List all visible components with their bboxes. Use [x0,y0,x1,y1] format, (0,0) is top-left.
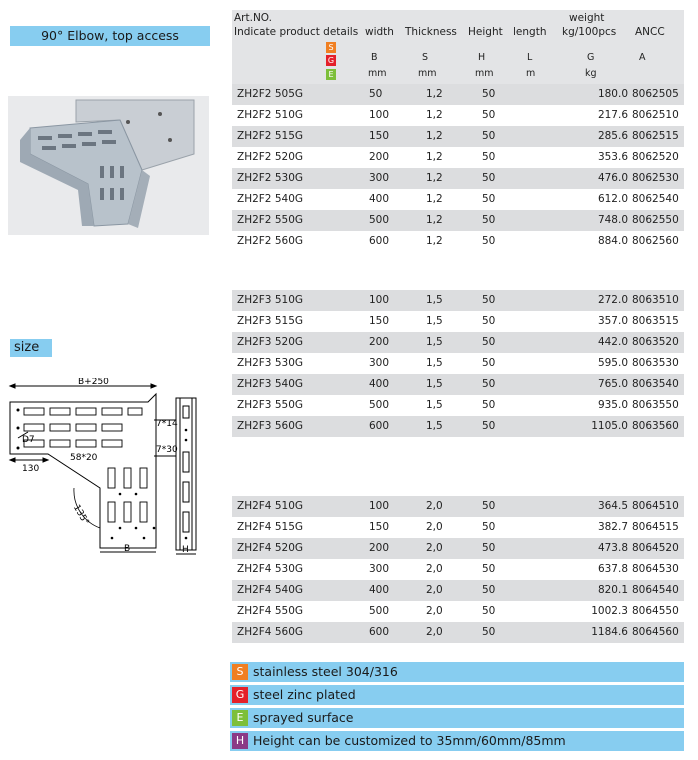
height-cell: 50 [482,151,496,163]
ancc-cell: 8063560 [632,420,679,432]
width-cell: 600 [369,235,390,247]
art-no-cell: ZH2F2 515G [237,130,304,142]
thickness-cell: 1,5 [426,357,443,369]
unit-weight: kg [585,68,597,79]
table-row [232,559,684,580]
unit-length: m [526,68,536,79]
weight-cell: 935.0 [597,399,628,411]
weight-cell: 473.8 [597,542,628,554]
height-cell: 50 [482,357,496,369]
header-length: length [513,26,547,38]
table-row [232,311,684,332]
art-no-cell: ZH2F4 560G [237,626,304,638]
width-cell: 100 [369,109,390,121]
thickness-cell: 1,5 [426,294,443,306]
weight-cell: 820.1 [597,584,628,596]
product-photo [8,96,209,235]
thickness-cell: 1,2 [426,130,443,142]
thickness-cell: 2,0 [426,500,443,512]
thickness-cell: 2,0 [426,521,443,533]
table-row [232,353,684,374]
height-cell: 50 [482,172,496,184]
material-s-marker: S [326,42,336,53]
width-cell: 400 [369,378,390,390]
dim-h: H [182,545,189,555]
thickness-cell: 1,5 [426,315,443,327]
height-cell: 50 [482,500,496,512]
width-cell: 200 [369,336,390,348]
dim-hole2: 7*30 [156,445,178,455]
legend-item-g [230,685,684,705]
weight-cell: 357.0 [597,315,628,327]
table-row [232,290,684,311]
table-header [232,10,684,86]
weight-cell: 884.0 [597,235,628,247]
legend-item-h [230,731,684,751]
width-cell: 100 [369,500,390,512]
height-cell: 50 [482,563,496,575]
ancc-cell: 8064520 [632,542,679,554]
ancc-cell: 8064540 [632,584,679,596]
weight-cell: 476.0 [597,172,628,184]
thickness-cell: 2,0 [426,563,443,575]
product-table-zh2f2 [232,84,684,252]
width-cell: 150 [369,521,390,533]
table-row [232,374,684,395]
weight-cell: 637.8 [597,563,628,575]
height-cell: 50 [482,542,496,554]
ancc-cell: 8062560 [632,235,679,247]
thickness-cell: 1,2 [426,88,443,100]
height-cell: 50 [482,378,496,390]
unit-height: mm [475,68,494,79]
material-e-marker: E [326,69,336,80]
width-cell: 200 [369,151,390,163]
height-cell: 50 [482,399,496,411]
table-row [232,189,684,210]
ancc-cell: 8064530 [632,563,679,575]
height-cell: 50 [482,109,496,121]
dimension-drawing [8,378,218,558]
ancc-cell: 8062515 [632,130,679,142]
header-weight-unit: kg/100pcs [562,26,617,38]
width-cell: 300 [369,172,390,184]
art-no-cell: ZH2F3 550G [237,399,304,411]
height-cell: 50 [482,336,496,348]
weight-cell: 748.0 [597,214,628,226]
width-cell: 400 [369,584,390,596]
ancc-cell: 8064510 [632,500,679,512]
ancc-cell: 8063530 [632,357,679,369]
table-row [232,84,684,105]
ancc-cell: 8062505 [632,88,679,100]
art-no-cell: ZH2F2 520G [237,151,304,163]
thickness-cell: 1,2 [426,172,443,184]
art-no-cell: ZH2F2 505G [237,88,304,100]
height-cell: 50 [482,626,496,638]
width-cell: 100 [369,294,390,306]
dim-d7: D7 [22,435,35,445]
ancc-cell: 8063510 [632,294,679,306]
legend-text: stainless steel 304/316 [253,664,398,679]
header-weight: weight [569,12,605,24]
width-cell: 150 [369,315,390,327]
weight-cell: 364.5 [597,500,628,512]
art-no-cell: ZH2F4 540G [237,584,304,596]
width-cell: 200 [369,542,390,554]
ancc-cell: 8064515 [632,521,679,533]
thickness-cell: 2,0 [426,542,443,554]
height-cell: 50 [482,193,496,205]
dim-b250: B+250 [78,378,109,387]
height-cell: 50 [482,521,496,533]
weight-cell: 1002.3 [591,605,628,617]
weight-cell: 217.6 [597,109,628,121]
thickness-cell: 2,0 [426,626,443,638]
height-cell: 50 [482,88,496,100]
ancc-cell: 8064550 [632,605,679,617]
table-row [232,332,684,353]
header-thickness: Thickness [405,26,457,38]
table-row [232,147,684,168]
product-table-zh2f4 [232,496,684,643]
width-cell: 400 [369,193,390,205]
table-row [232,580,684,601]
weight-cell: 285.6 [597,130,628,142]
art-no-cell: ZH2F4 550G [237,605,304,617]
ancc-cell: 8063550 [632,399,679,411]
thickness-cell: 1,2 [426,214,443,226]
height-cell: 50 [482,605,496,617]
legend-item-s [230,662,684,682]
table-row [232,395,684,416]
art-no-cell: ZH2F3 515G [237,315,304,327]
table-row [232,601,684,622]
art-no-cell: ZH2F3 560G [237,420,304,432]
art-no-cell: ZH2F2 550G [237,214,304,226]
weight-cell: 1184.6 [591,626,628,638]
height-cell: 50 [482,420,496,432]
sym-height: H [478,52,486,63]
legend-key: S [232,664,248,680]
table-row [232,126,684,147]
art-no-cell: ZH2F2 530G [237,172,304,184]
art-no-cell: ZH2F3 530G [237,357,304,369]
table-row [232,168,684,189]
width-cell: 500 [369,214,390,226]
thickness-cell: 2,0 [426,605,443,617]
table-row [232,416,684,437]
weight-cell: 180.0 [597,88,628,100]
sym-weight: G [587,52,595,63]
weight-cell: 442.0 [597,336,628,348]
art-no-cell: ZH2F3 510G [237,294,304,306]
weight-cell: 765.0 [597,378,628,390]
weight-cell: 595.0 [597,357,628,369]
thickness-cell: 1,5 [426,420,443,432]
art-no-cell: ZH2F3 520G [237,336,304,348]
unit-thickness: mm [418,68,437,79]
header-width: width [365,26,394,38]
dim-130: 130 [22,464,40,474]
ancc-cell: 8062530 [632,172,679,184]
art-no-cell: ZH2F2 510G [237,109,304,121]
legend-text: sprayed surface [253,710,354,725]
legend-text: steel zinc plated [253,687,356,702]
art-no-cell: ZH2F3 540G [237,378,304,390]
thickness-cell: 1,2 [426,109,443,121]
ancc-cell: 8063540 [632,378,679,390]
sym-ancc: A [639,52,646,63]
size-label: size [10,339,52,357]
table-row [232,231,684,252]
width-cell: 600 [369,420,390,432]
header-art-no: Art.NO. [234,12,272,24]
legend-key: G [232,687,248,703]
sym-width: B [371,52,378,63]
thickness-cell: 1,2 [426,193,443,205]
weight-cell: 382.7 [597,521,628,533]
dim-hole1: 7*14 [156,419,178,429]
thickness-cell: 1,2 [426,235,443,247]
art-no-cell: ZH2F4 530G [237,563,304,575]
height-cell: 50 [482,130,496,142]
table-row [232,622,684,643]
thickness-cell: 1,5 [426,336,443,348]
width-cell: 150 [369,130,390,142]
thickness-cell: 1,2 [426,151,443,163]
dim-angle: 135° [70,503,91,528]
legend-text: Height can be customized to 35mm/60mm/85mm [253,733,566,748]
height-cell: 50 [482,584,496,596]
ancc-cell: 8064560 [632,626,679,638]
thickness-cell: 2,0 [426,584,443,596]
table-row [232,105,684,126]
art-no-cell: ZH2F2 540G [237,193,304,205]
weight-cell: 612.0 [597,193,628,205]
dim-b: B [124,544,131,554]
dim-slot: 58*20 [70,453,98,463]
weight-cell: 272.0 [597,294,628,306]
height-cell: 50 [482,315,496,327]
product-table-zh2f3 [232,290,684,437]
art-no-cell: ZH2F4 510G [237,500,304,512]
width-cell: 600 [369,626,390,638]
height-cell: 50 [482,235,496,247]
width-cell: 500 [369,399,390,411]
width-cell: 50 [369,88,383,100]
weight-cell: 1105.0 [591,420,628,432]
height-cell: 50 [482,214,496,226]
table-row [232,538,684,559]
ancc-cell: 8062540 [632,193,679,205]
weight-cell: 353.6 [597,151,628,163]
height-cell: 50 [482,294,496,306]
unit-width: mm [368,68,387,79]
header-height: Height [468,26,503,38]
table-row [232,210,684,231]
material-g-marker: G [327,56,335,65]
sym-length: L [527,52,533,63]
elbow-photo-illustration [8,96,209,235]
header-ancc: ANCC [635,26,665,38]
ancc-cell: 8062550 [632,214,679,226]
product-title: 90° Elbow, top access [10,26,210,46]
legend-item-e [230,708,684,728]
ancc-cell: 8063515 [632,315,679,327]
table-row [232,496,684,517]
ancc-cell: 8062520 [632,151,679,163]
width-cell: 300 [369,357,390,369]
width-cell: 300 [369,563,390,575]
art-no-cell: ZH2F2 560G [237,235,304,247]
sym-thickness: S [422,52,429,63]
thickness-cell: 1,5 [426,399,443,411]
thickness-cell: 1,5 [426,378,443,390]
legend-key: E [232,710,248,726]
ancc-cell: 8063520 [632,336,679,348]
header-indicate: Indicate product details [234,26,359,38]
legend-key: H [232,733,248,749]
art-no-cell: ZH2F4 520G [237,542,304,554]
art-no-cell: ZH2F4 515G [237,521,304,533]
table-row [232,517,684,538]
width-cell: 500 [369,605,390,617]
ancc-cell: 8062510 [632,109,679,121]
